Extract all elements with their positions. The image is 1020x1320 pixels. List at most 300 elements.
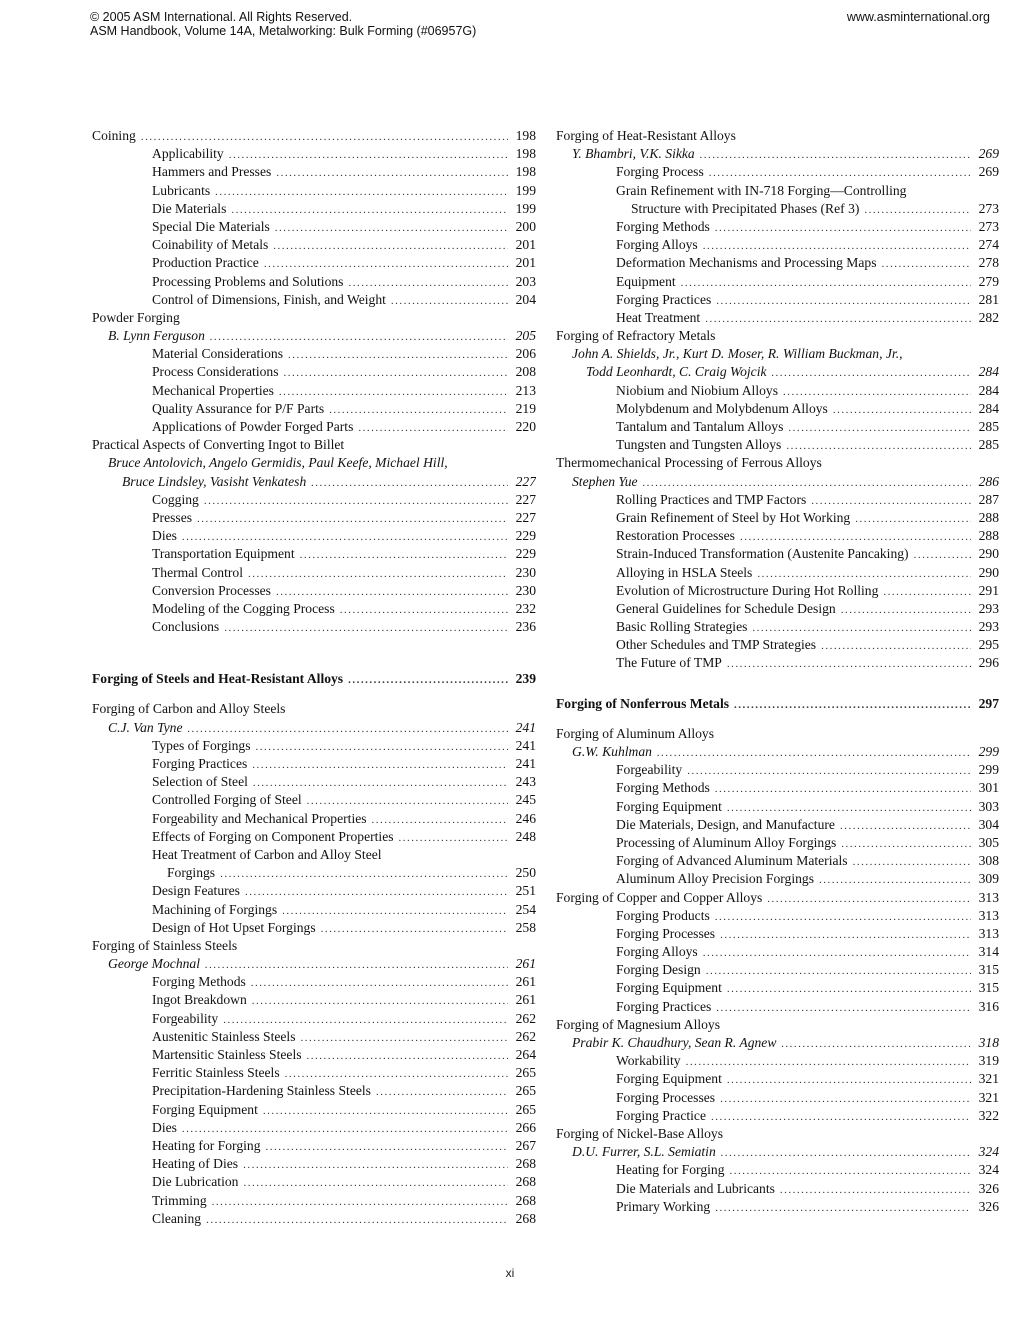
toc-page-number: 309 xyxy=(978,871,999,887)
toc-subentry[interactable] xyxy=(556,961,999,979)
toc-author-line[interactable] xyxy=(556,145,999,163)
toc-page-number: 313 xyxy=(978,907,999,923)
toc-page-number: 321 xyxy=(978,1089,999,1105)
toc-page-number: 268 xyxy=(515,1210,536,1226)
dot-leader xyxy=(821,637,971,654)
toc-entry-text: Design of Hot Upset Forgings xyxy=(152,919,321,937)
toc-entry-text: Cogging xyxy=(152,491,204,509)
toc-page-number: 245 xyxy=(515,792,536,808)
toc-entry-text: Forging Practices xyxy=(152,755,252,773)
dot-leader xyxy=(300,1029,508,1046)
toc-subentry[interactable] xyxy=(92,1210,536,1228)
toc-subentry[interactable] xyxy=(92,901,536,919)
toc-subentry[interactable] xyxy=(556,236,999,254)
toc-subentry[interactable] xyxy=(92,1137,536,1155)
toc-page-number: 198 xyxy=(515,164,536,180)
dot-leader xyxy=(279,383,508,400)
toc-subentry[interactable] xyxy=(556,816,999,834)
toc-page-number: 285 xyxy=(978,437,999,453)
toc-page-number: 213 xyxy=(515,382,536,398)
toc-subentry[interactable] xyxy=(92,545,536,563)
dot-leader xyxy=(215,183,508,200)
toc-page-number: 265 xyxy=(515,1065,536,1081)
toc-subentry[interactable] xyxy=(92,509,536,527)
toc-page-number: 318 xyxy=(978,1035,999,1050)
toc-subentry[interactable] xyxy=(556,509,999,527)
toc-entry-text: Forging of Nickel-Base Alloys xyxy=(556,1126,728,1141)
toc-subentry[interactable] xyxy=(556,600,999,618)
toc-subentry[interactable] xyxy=(556,200,999,218)
toc-page-number: 206 xyxy=(515,346,536,362)
toc-entry-text: Trimming xyxy=(152,1192,212,1210)
toc-entry-text: Tantalum and Tantalum Alloys xyxy=(616,418,788,436)
header-book-title: ASM Handbook, Volume 14A, Metalworking: Bulk Forming (#06957G) xyxy=(90,24,477,38)
toc-subentry[interactable] xyxy=(556,1089,999,1107)
dot-leader xyxy=(263,1102,508,1119)
toc-subentry[interactable] xyxy=(556,834,999,852)
toc-subentry[interactable] xyxy=(556,582,999,600)
toc-subentry[interactable] xyxy=(92,527,536,545)
toc-article-title[interactable] xyxy=(92,309,536,327)
toc-subentry[interactable] xyxy=(556,436,999,454)
toc-entry-text: Forging of Magnesium Alloys xyxy=(556,1017,725,1032)
toc-subentry[interactable] xyxy=(556,979,999,997)
toc-subentry[interactable] xyxy=(92,810,536,828)
dot-leader xyxy=(686,1053,971,1070)
toc-subentry[interactable] xyxy=(556,1180,999,1198)
toc-page-number: 241 xyxy=(515,719,536,735)
toc-page-number: 287 xyxy=(978,491,999,507)
toc-entry-text: Powder Forging xyxy=(92,310,185,325)
toc-entry-text: Heat Treatment of Carbon and Alloy Steel xyxy=(152,847,387,862)
toc-subentry[interactable] xyxy=(92,418,536,436)
dot-leader xyxy=(182,1120,508,1137)
toc-subentry[interactable] xyxy=(92,1101,536,1119)
toc-article-title[interactable] xyxy=(556,1016,999,1034)
toc-subentry[interactable] xyxy=(556,852,999,870)
toc-page-number: 284 xyxy=(978,382,999,398)
dot-leader xyxy=(284,364,509,381)
toc-entry-text: Forging of Aluminum Alloys xyxy=(556,726,719,741)
toc-entry-text: Machining of Forgings xyxy=(152,901,282,919)
toc-subentry[interactable] xyxy=(92,236,536,254)
toc-page-number: 269 xyxy=(978,146,999,162)
toc-subentry[interactable] xyxy=(92,828,536,846)
toc-author-line[interactable] xyxy=(556,743,999,761)
toc-subentry[interactable] xyxy=(556,564,999,582)
toc-subentry[interactable] xyxy=(556,309,999,327)
dot-leader xyxy=(399,829,508,846)
toc-entry-text: Rolling Practices and TMP Factors xyxy=(616,491,811,509)
toc-page-number: 295 xyxy=(978,637,999,653)
toc-entry-text: Forging Practices xyxy=(616,291,716,309)
toc-article-title[interactable] xyxy=(556,182,999,200)
toc-subentry[interactable] xyxy=(556,1107,999,1125)
toc-subentry[interactable] xyxy=(92,1046,536,1064)
toc-page-number: 219 xyxy=(515,400,536,416)
toc-page-number: 282 xyxy=(978,309,999,325)
dot-leader xyxy=(300,546,508,563)
toc-page-number: 203 xyxy=(515,273,536,289)
toc-subentry[interactable] xyxy=(92,791,536,809)
toc-entry-text: Forgeability xyxy=(616,761,687,779)
toc-entry-text: Conversion Processes xyxy=(152,582,276,600)
dot-leader xyxy=(833,401,971,418)
toc-section-heading[interactable] xyxy=(92,670,536,688)
toc-subentry[interactable] xyxy=(556,779,999,797)
dot-leader xyxy=(788,419,971,436)
toc-page-number: 227 xyxy=(515,491,536,507)
toc-entry-text: Forging Alloys xyxy=(616,943,703,961)
toc-entry-text: Forging of Advanced Aluminum Materials xyxy=(616,852,853,870)
toc-right-column xyxy=(556,127,999,1216)
toc-entry-text: Forging of Refractory Metals xyxy=(556,328,720,343)
toc-page-number: 232 xyxy=(515,600,536,616)
toc-page-number: 290 xyxy=(978,564,999,580)
toc-entry-text: Heating for Forging xyxy=(616,1161,730,1179)
toc-page-number: 321 xyxy=(978,1071,999,1087)
toc-entry-text: Forging of Nonferrous Metals xyxy=(556,695,734,713)
toc-entry-text: Prabir K. Chaudhury, Sean R. Agnew xyxy=(572,1034,781,1052)
dot-leader xyxy=(285,1065,508,1082)
toc-entry[interactable] xyxy=(556,889,999,907)
toc-subentry[interactable] xyxy=(92,1082,536,1100)
toc-page-number: 324 xyxy=(978,1144,999,1160)
toc-page-number: 268 xyxy=(515,1156,536,1172)
toc-article-title[interactable] xyxy=(556,127,999,145)
toc-subentry[interactable] xyxy=(92,291,536,309)
toc-subentry[interactable] xyxy=(556,400,999,418)
dot-leader xyxy=(721,1144,971,1161)
toc-page-number: 286 xyxy=(978,473,999,489)
toc-subentry[interactable] xyxy=(92,618,536,636)
dot-leader xyxy=(657,744,971,761)
toc-subentry[interactable] xyxy=(92,382,536,400)
toc-entry-text: Forging Equipment xyxy=(152,1101,263,1119)
toc-subentry[interactable] xyxy=(92,145,536,163)
toc-page-number: 254 xyxy=(515,901,536,917)
dot-leader xyxy=(853,853,971,870)
page-number: xi xyxy=(505,1266,515,1280)
toc-entry-text: Cleaning xyxy=(152,1210,206,1228)
dot-leader xyxy=(288,346,508,363)
toc-page-number: 288 xyxy=(978,528,999,544)
toc-subentry[interactable] xyxy=(92,582,536,600)
dot-leader xyxy=(321,920,508,937)
toc-subentry[interactable] xyxy=(556,761,999,779)
toc-entry-text: Other Schedules and TMP Strategies xyxy=(616,636,821,654)
toc-subentry[interactable] xyxy=(92,755,536,773)
dot-leader xyxy=(231,201,508,218)
dot-leader xyxy=(273,237,508,254)
toc-entry-text: Applications of Powder Forged Parts xyxy=(152,418,358,436)
toc-page-number: 284 xyxy=(978,364,999,380)
dot-leader xyxy=(781,1035,971,1052)
toc-article-title[interactable] xyxy=(556,327,999,345)
toc-subentry[interactable] xyxy=(556,636,999,654)
dot-leader xyxy=(311,474,508,491)
dot-leader xyxy=(716,292,971,309)
toc-subentry[interactable] xyxy=(92,737,536,755)
toc-entry-text: Types of Forgings xyxy=(152,737,256,755)
toc-section-heading[interactable] xyxy=(556,695,999,713)
dot-leader xyxy=(715,1199,971,1216)
toc-author-line[interactable] xyxy=(92,473,536,491)
toc-entry-text: Die Materials, Design, and Manufacture xyxy=(616,816,840,834)
toc-subentry[interactable] xyxy=(92,345,536,363)
toc-author-line[interactable] xyxy=(92,327,536,345)
toc-page-number: 273 xyxy=(978,218,999,234)
dot-leader xyxy=(220,865,508,882)
toc-entry-text: Todd Leonhardt, C. Craig Wojcik xyxy=(586,363,772,381)
toc-subentry[interactable] xyxy=(92,163,536,181)
dot-leader xyxy=(716,999,971,1016)
toc-subentry[interactable] xyxy=(92,218,536,236)
toc-subentry[interactable] xyxy=(92,564,536,582)
toc-entry-text: The Future of TMP xyxy=(616,654,727,672)
toc-page-number: 227 xyxy=(515,509,536,525)
dot-leader xyxy=(681,274,971,291)
toc-subentry[interactable] xyxy=(556,1052,999,1070)
toc-subentry[interactable] xyxy=(92,1192,536,1210)
header-url[interactable]: www.asminternational.org xyxy=(846,10,990,24)
toc-entry-text: Mechanical Properties xyxy=(152,382,279,400)
toc-page-number: 314 xyxy=(978,944,999,960)
toc-page-number: 230 xyxy=(515,564,536,580)
toc-page-number: 264 xyxy=(515,1047,536,1062)
toc-subentry[interactable] xyxy=(92,273,536,291)
spacer xyxy=(92,636,536,670)
toc-subentry[interactable] xyxy=(92,200,536,218)
toc-article-title[interactable] xyxy=(92,846,536,864)
toc-article-title[interactable] xyxy=(556,1125,999,1143)
toc-page-number: 279 xyxy=(978,273,999,289)
toc-entry-text: Transportation Equipment xyxy=(152,545,300,563)
dot-leader xyxy=(243,1156,508,1173)
toc-page-number: 293 xyxy=(978,600,999,616)
dot-leader xyxy=(253,774,508,791)
toc-subentry[interactable] xyxy=(556,654,999,672)
toc-page-number: 267 xyxy=(515,1137,536,1153)
toc-entry-text: B. Lynn Ferguson xyxy=(108,327,210,345)
toc-page-number: 258 xyxy=(515,919,536,935)
toc-subentry[interactable] xyxy=(556,273,999,291)
toc-subentry[interactable] xyxy=(556,291,999,309)
toc-page-number: 241 xyxy=(515,737,536,753)
dot-leader xyxy=(786,437,971,454)
toc-page-number: 205 xyxy=(515,328,536,344)
toc-article-title[interactable] xyxy=(556,725,999,743)
dot-leader xyxy=(223,1011,508,1028)
toc-subentry[interactable] xyxy=(92,491,536,509)
spacer xyxy=(556,713,999,725)
toc-author-line[interactable] xyxy=(556,1143,999,1161)
toc-entry-text: Heating of Dies xyxy=(152,1155,243,1173)
toc-author-line[interactable] xyxy=(556,473,999,491)
toc-subentry[interactable] xyxy=(556,382,999,400)
toc-entry-text: Forging of Stainless Steels xyxy=(92,938,242,953)
toc-subentry[interactable] xyxy=(556,527,999,545)
toc-entry-text: Modeling of the Cogging Process xyxy=(152,600,340,618)
dot-leader xyxy=(307,792,508,809)
toc-entry-text: Molybdenum and Molybdenum Alloys xyxy=(616,400,833,418)
toc-subentry[interactable] xyxy=(556,218,999,236)
toc-entry-text: Forging Equipment xyxy=(616,798,727,816)
toc-author-line[interactable] xyxy=(556,345,999,363)
toc-subentry[interactable] xyxy=(556,163,999,181)
toc-subentry[interactable] xyxy=(556,1198,999,1216)
toc-article-title[interactable] xyxy=(556,454,999,472)
dot-leader xyxy=(709,164,971,181)
toc-page-number: 284 xyxy=(978,400,999,416)
toc-subentry[interactable] xyxy=(92,1155,536,1173)
toc-subentry[interactable] xyxy=(92,919,536,937)
toc-subentry[interactable] xyxy=(556,943,999,961)
toc-entry-text: Coining xyxy=(92,127,141,145)
toc-article-title[interactable] xyxy=(92,436,536,454)
spacer xyxy=(92,688,536,700)
toc-page-number: 269 xyxy=(978,164,999,180)
toc-author-line[interactable] xyxy=(556,363,999,381)
toc-entry-text: Thermomechanical Processing of Ferrous Alloys xyxy=(556,455,827,470)
toc-entry-text: Lubricants xyxy=(152,182,215,200)
dot-leader xyxy=(256,738,509,755)
toc-page-number: 273 xyxy=(978,200,999,216)
dot-leader xyxy=(188,720,509,737)
toc-entry-text: Heating for Forging xyxy=(152,1137,266,1155)
toc-entry-text: Forgeability and Mechanical Properties xyxy=(152,810,372,828)
toc-subentry[interactable] xyxy=(556,1070,999,1088)
dot-leader xyxy=(752,619,971,636)
toc-page-number: 319 xyxy=(978,1053,999,1069)
toc-entry-text: Selection of Steel xyxy=(152,773,253,791)
toc-page-number: 326 xyxy=(978,1180,999,1196)
toc-entry-text: Die Materials xyxy=(152,200,231,218)
toc-subentry[interactable] xyxy=(556,545,999,563)
toc-subentry[interactable] xyxy=(556,254,999,272)
toc-entry-text: Forging Practice xyxy=(616,1107,711,1125)
toc-entry-text: Equipment xyxy=(616,273,681,291)
toc-author-line[interactable] xyxy=(92,719,536,737)
dot-leader xyxy=(372,811,508,828)
dot-leader xyxy=(224,619,508,636)
toc-subentry[interactable] xyxy=(92,1064,536,1082)
toc-subentry[interactable] xyxy=(92,182,536,200)
dot-leader xyxy=(841,835,971,852)
toc-entry-text: Primary Working xyxy=(616,1198,715,1216)
toc-subentry[interactable] xyxy=(556,491,999,509)
toc-entry-text: Grain Refinement with IN-718 Forging—Controlling xyxy=(616,183,911,198)
toc-entry-text: Design Features xyxy=(152,882,245,900)
toc-entry-text: Grain Refinement of Steel by Hot Working xyxy=(616,509,855,527)
toc-subentry[interactable] xyxy=(556,870,999,888)
toc-entry-text: Bruce Lindsley, Vasisht Venkatesh xyxy=(122,473,311,491)
toc-page-number: 236 xyxy=(515,619,536,635)
toc-entry-text: Tungsten and Tungsten Alloys xyxy=(616,436,786,454)
toc-entry-text: Material Considerations xyxy=(152,345,288,363)
dot-leader xyxy=(720,926,971,943)
toc-page-number: 250 xyxy=(515,865,536,881)
toc-subentry[interactable] xyxy=(556,925,999,943)
toc-entry[interactable] xyxy=(92,127,536,145)
dot-leader xyxy=(841,601,971,618)
toc-page-number: 322 xyxy=(978,1107,999,1123)
toc-page-number: 315 xyxy=(978,962,999,978)
toc-subentry[interactable] xyxy=(92,254,536,272)
toc-entry-text: Processing Problems and Solutions xyxy=(152,273,348,291)
toc-subentry[interactable] xyxy=(92,1010,536,1028)
toc-entry-text: Forging of Copper and Copper Alloys xyxy=(556,889,767,907)
toc-subentry[interactable] xyxy=(92,973,536,991)
toc-subentry[interactable] xyxy=(92,600,536,618)
toc-subentry[interactable] xyxy=(556,418,999,436)
dot-leader xyxy=(182,528,508,545)
toc-subentry[interactable] xyxy=(92,1173,536,1191)
toc-subentry[interactable] xyxy=(556,618,999,636)
toc-author-line[interactable] xyxy=(92,955,536,973)
toc-page-number: 305 xyxy=(978,834,999,850)
toc-entry-text: G.W. Kuhlman xyxy=(572,743,657,761)
toc-entry-text: Hammers and Presses xyxy=(152,163,276,181)
toc-page-number: 313 xyxy=(978,889,999,905)
dot-leader xyxy=(811,492,971,509)
dot-leader xyxy=(376,1083,508,1100)
toc-subentry[interactable] xyxy=(556,907,999,925)
toc-author-line[interactable] xyxy=(92,454,536,472)
toc-page-number: 265 xyxy=(515,1101,536,1117)
dot-leader xyxy=(730,1162,972,1179)
toc-page-number: 199 xyxy=(515,182,536,198)
toc-article-title[interactable] xyxy=(92,700,536,718)
toc-page-number: 315 xyxy=(978,980,999,996)
dot-leader xyxy=(358,419,508,436)
toc-subentry[interactable] xyxy=(556,998,999,1016)
toc-entry-text: Dies xyxy=(152,1119,182,1137)
toc-page-number: 274 xyxy=(978,237,999,253)
toc-page-number: 288 xyxy=(978,509,999,525)
dot-leader xyxy=(307,1047,508,1064)
dot-leader xyxy=(914,546,971,563)
toc-subentry[interactable] xyxy=(556,1161,999,1179)
toc-subentry[interactable] xyxy=(92,773,536,791)
toc-author-line[interactable] xyxy=(556,1034,999,1052)
toc-page-number: 229 xyxy=(515,546,536,562)
dot-leader xyxy=(700,146,971,163)
dot-leader xyxy=(757,565,971,582)
toc-entry-text: Practical Aspects of Converting Ingot to Billet xyxy=(92,437,349,452)
dot-leader xyxy=(210,328,508,345)
toc-subentry[interactable] xyxy=(92,882,536,900)
toc-subentry[interactable] xyxy=(92,991,536,1009)
toc-entry-text: Alloying in HSLA Steels xyxy=(616,564,757,582)
dot-leader xyxy=(734,696,971,713)
toc-subentry[interactable] xyxy=(92,1119,536,1137)
toc-page-number: 199 xyxy=(515,200,536,216)
dot-leader xyxy=(252,756,508,773)
toc-subentry[interactable] xyxy=(556,798,999,816)
toc-page-number: 229 xyxy=(515,528,536,544)
toc-subentry[interactable] xyxy=(92,864,536,882)
dot-leader xyxy=(703,944,971,961)
toc-entry-text: Forging Methods xyxy=(616,779,715,797)
toc-subentry[interactable] xyxy=(92,363,536,381)
toc-article-title[interactable] xyxy=(92,937,536,955)
toc-subentry[interactable] xyxy=(92,1028,536,1046)
dot-leader xyxy=(783,383,971,400)
toc-page-number: 239 xyxy=(515,671,536,687)
toc-subentry[interactable] xyxy=(92,400,536,418)
dot-leader xyxy=(276,583,508,600)
